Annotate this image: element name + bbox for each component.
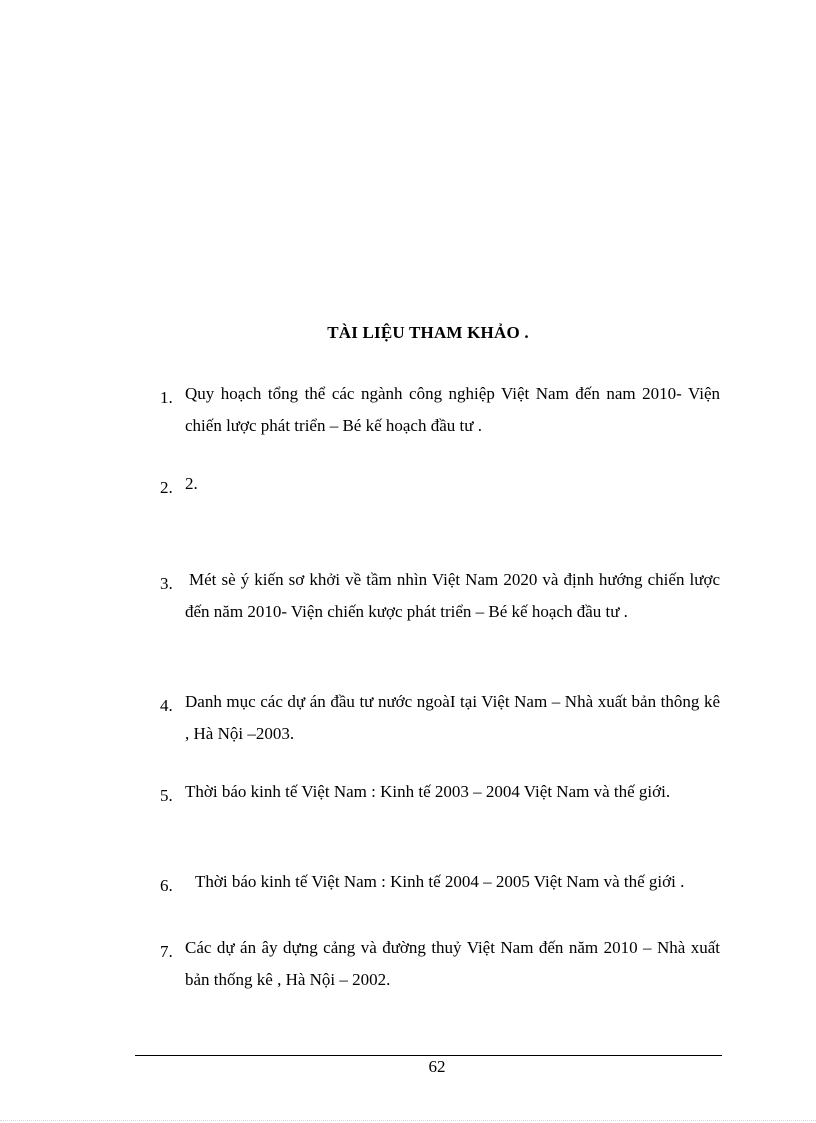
reference-number: 1. xyxy=(160,388,173,407)
reference-number: 2. xyxy=(160,478,173,497)
reference-text: Danh mục các dự án đầu tư nước ngoàI tại Việt Nam – Nhà xuất bản thông kê , Hà Nội –2003. xyxy=(185,692,720,743)
reference-item-2 xyxy=(160,468,720,500)
reference-item-5 xyxy=(160,776,720,808)
reference-number: 3. xyxy=(160,574,173,593)
reference-text: Thời báo kinh tế Việt Nam : Kinh tế 2003 – 2004 Việt Nam và thế giới. xyxy=(185,782,671,801)
page-number: 62 xyxy=(428,1057,446,1076)
reference-number: 5. xyxy=(160,786,173,805)
reference-text: Các dự án ây dựng cảng và đường thuỷ Việt Nam đến năm 2010 – Nhà xuất bản thống kê , Hà Nội – 2002. xyxy=(185,938,720,989)
reference-text: Mét sè ý kiến sơ khởi về tầm nhìn Việt Nam 2020 và định hướng chiến lược đến năm 2010- Viện chiến kược phát triển – Bé kế hoạch đầu tư . xyxy=(185,570,720,621)
reference-item-1 xyxy=(160,378,720,442)
reference-number: 7. xyxy=(160,942,173,961)
reference-item-3 xyxy=(160,564,720,628)
page-bottom-edge xyxy=(0,1120,816,1121)
reference-item-4 xyxy=(160,686,720,750)
page-title: TÀI LIỆU THAM KHẢO . xyxy=(327,323,529,342)
reference-text: Thời báo kinh tế Việt Nam : Kinh tế 2004 – 2005 Việt Nam và thế giới . xyxy=(195,872,685,891)
reference-text: Quy hoạch tổng thể các ngành công nghiệp Việt Nam đến nam 2010- Viện chiến lược phát triển – Bé kế hoạch đầu tư . xyxy=(185,384,720,435)
reference-number: 6. xyxy=(160,876,173,895)
reference-number: 4. xyxy=(160,696,173,715)
reference-item-6 xyxy=(160,866,720,898)
reference-text: 2. xyxy=(185,474,198,493)
reference-item-7 xyxy=(160,932,720,996)
footer-divider xyxy=(135,1055,722,1056)
